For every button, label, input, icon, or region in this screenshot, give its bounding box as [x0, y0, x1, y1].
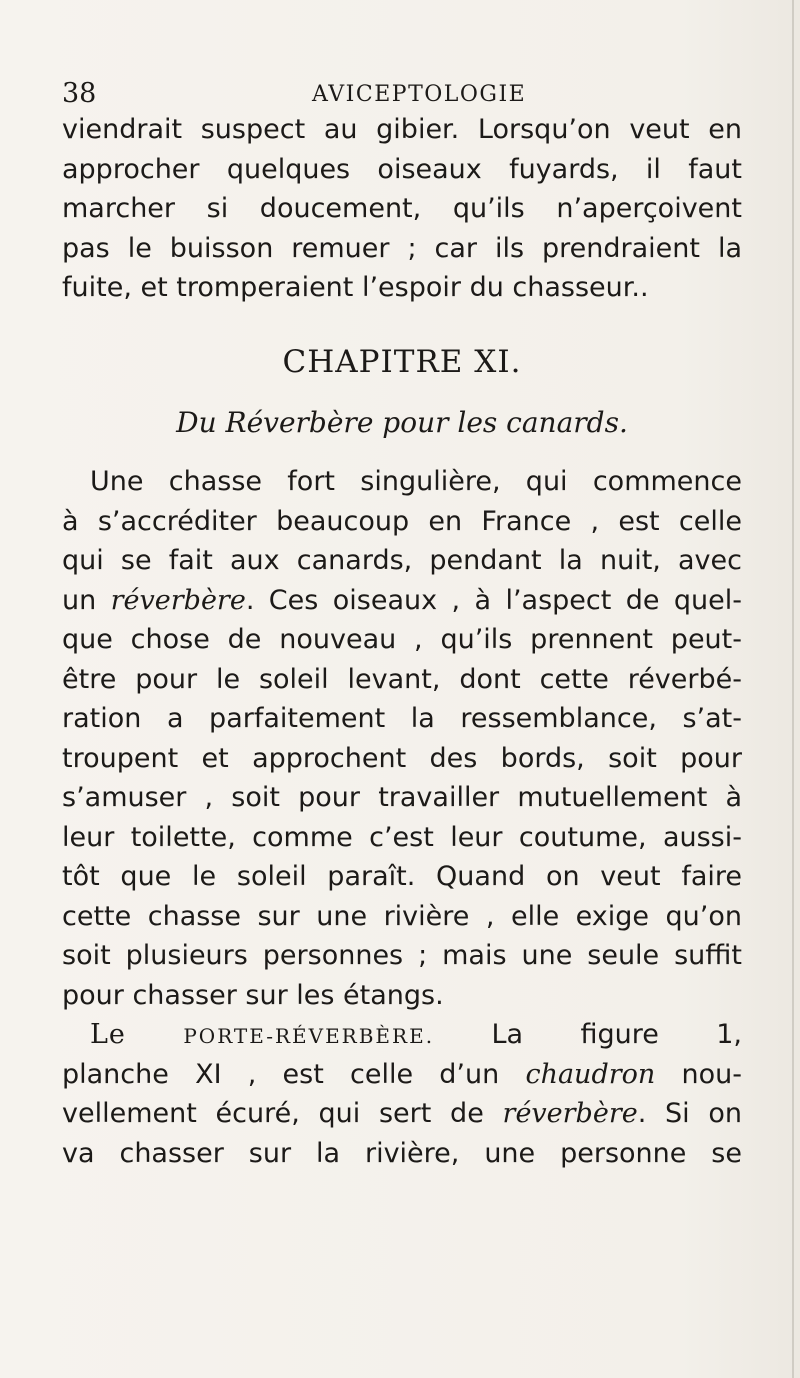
text-line: que chose de nouveau , qu’ils prennent peut-: [62, 624, 742, 655]
text-line: [62, 1015, 742, 1055]
text-line: [62, 1094, 742, 1134]
text-run: nou-: [655, 1058, 742, 1090]
text-line: pour chasser sur les étangs.: [62, 979, 444, 1011]
text-line: qui se fait aux canards, pendant la nuit, avec: [62, 545, 742, 576]
running-title: AVICEPTOLOGIE: [312, 82, 527, 107]
text-run: La figure 1,: [434, 1019, 742, 1050]
text-line: marcher si doucement, qu’ils n’aperçoivent: [62, 193, 742, 224]
text-line: [62, 581, 742, 621]
text-run: un: [62, 584, 111, 616]
text-line: viendrait suspect au gibier. Lorsqu’on veut en: [62, 114, 742, 145]
text-line: Une chasse fort singulière, qui commence: [90, 466, 742, 497]
text-line: [62, 1055, 742, 1095]
italic-term: réverbère: [502, 1098, 638, 1129]
text-line: approcher quelques oiseaux fuyards, il faut: [62, 153, 742, 185]
section-lead: Le: [90, 1019, 126, 1050]
text-line: tôt que le soleil paraît. Quand on veut faire: [62, 861, 742, 892]
text-line: va chasser sur la rivière, une personne se: [62, 1137, 742, 1169]
section-lead-smallcaps: PORTE-RÉVERBÈRE.: [183, 1024, 435, 1048]
text-line: à s’accréditer beaucoup en France , est celle: [62, 505, 742, 537]
chapter-subtitle: Du Réverbère pour les canards.: [176, 406, 628, 439]
text-line: ration a parfaitement la ressemblance, s’at-: [62, 703, 742, 734]
text-run: planche XI , est celle d’un: [62, 1058, 526, 1090]
chapter-body: [62, 462, 742, 1173]
text-line: s’amuser , soit pour travailler mutuellement à: [62, 782, 742, 813]
text-line: cette chasse sur une rivière , elle exige qu’on: [62, 900, 742, 932]
page-number: 38: [62, 78, 97, 109]
text-line: soit plusieurs personnes ; mais une seule suffit: [62, 940, 742, 971]
italic-term: réverbère: [110, 584, 246, 616]
page-edge: [792, 0, 794, 1378]
text-run: . Ces oiseaux , à l’aspect de quel-: [245, 584, 742, 616]
text-line: fuite, et tromperaient l’espoir du chasseur..: [62, 272, 649, 303]
text-line: troupent et approchent des bords, soit pour: [62, 742, 742, 774]
italic-term: chaudron: [525, 1058, 656, 1090]
text-line: pas le buisson remuer ; car ils prendraient la: [62, 232, 742, 264]
paragraph-continued: [62, 110, 742, 308]
text-line: leur toilette, comme c’est leur coutume, aussi-: [62, 821, 742, 853]
chapter-heading: CHAPITRE XI.: [282, 344, 522, 380]
text-run: . Si on: [637, 1098, 742, 1129]
text-line: être pour le soleil levant, dont cette réverbé-: [62, 663, 742, 695]
text-run: vellement écuré, qui sert de: [62, 1098, 503, 1129]
